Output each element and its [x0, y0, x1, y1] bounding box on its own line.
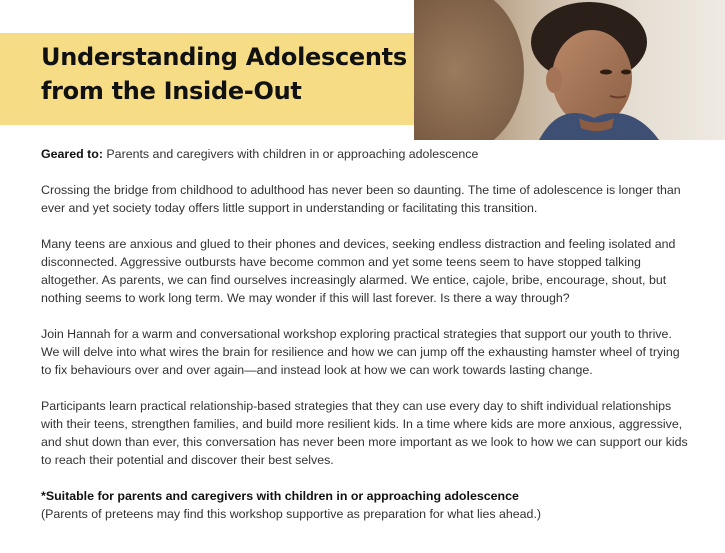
paragraph-workshop: Join Hannah for a warm and conversational workshop exploring practical strategies that support our youth to thrive. We will delve into what wires the brain for resilience and how we can jump off the exhausting hamster wheel of trying to fix behaviours over and over again—and instead look at how we can work towards lasting change. [41, 327, 680, 377]
geared-to-label: Geared to: [41, 147, 103, 161]
geared-to-line [41, 145, 691, 163]
preteens-note: (Parents of preteens may find this workshop supportive as preparation for what lies ahead.) [41, 507, 542, 521]
paragraph-intro: Crossing the bridge from childhood to adulthood has never been so daunting. The time of adolescence is longer than ever and yet society today offers little support in understanding or facilitating this transition. [41, 183, 681, 215]
suitable-note: *Suitable for parents and caregivers with children in or approaching adolescence [41, 489, 519, 503]
paragraph-participants: Participants learn practical relationship-based strategies that they can use every day to shift individual relationships with their teens, strengthen families, and build more resilient kids. In a time where kids are more anxious, aggressive, and shut down than ever, this conversation has never been more important as we look to how we can support our kids to reach their potential and discover their best selves. [41, 399, 688, 467]
page-title: Understanding Adolescents from the Inside-Out [41, 43, 407, 105]
teen-photo [414, 0, 725, 140]
paragraph-teens: Many teens are anxious and glued to their phones and devices, seeking endless distraction and feeling isolated and disconnected. Aggressive outbursts have become common and yet some teens seem to have stopped talking altogether. As parents, we can find ourselves increasingly alarmed. We entice, cajole, bribe, encourage, shout, but nothing seems to work long term. We may wonder if this will last forever. Is there a way through? [41, 237, 676, 305]
geared-to-text: Parents and caregivers with children in or approaching adolescence [102, 147, 479, 161]
flyer-body [41, 145, 691, 523]
